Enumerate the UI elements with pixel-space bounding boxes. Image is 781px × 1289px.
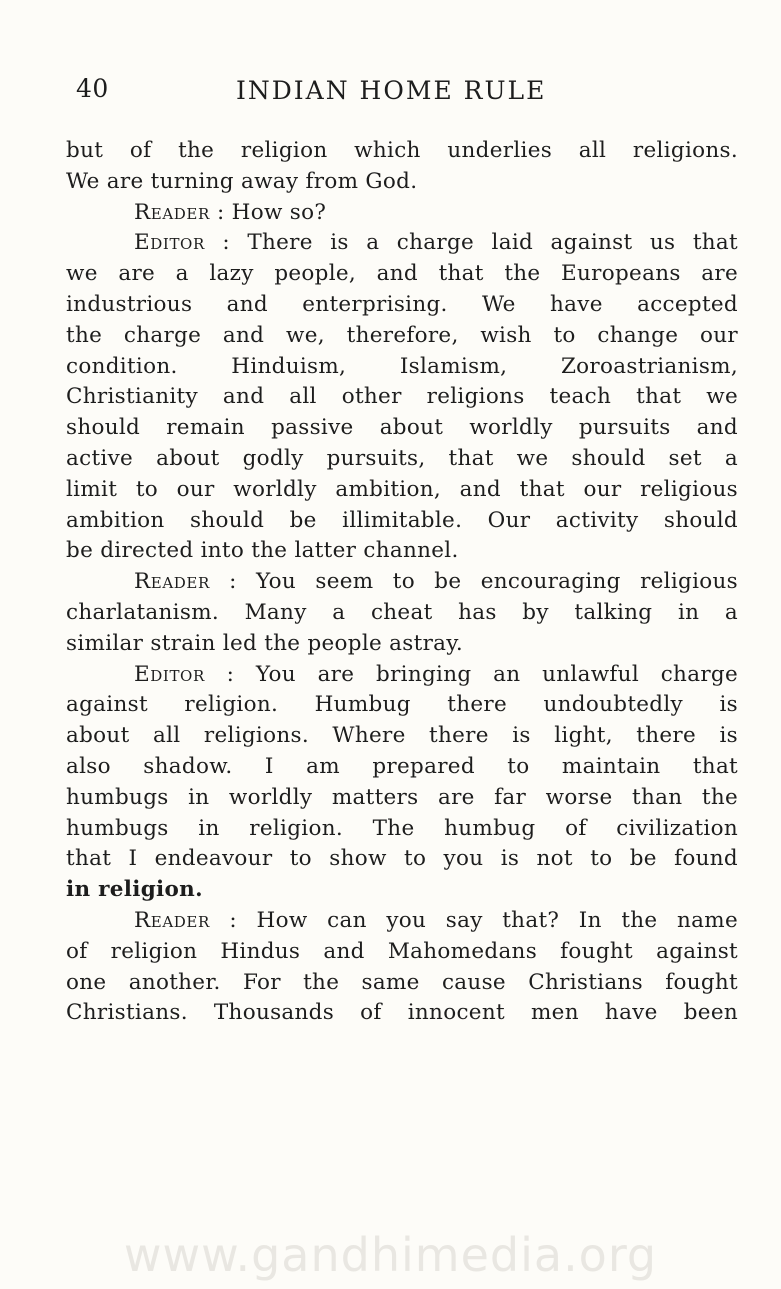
line-text: one another. For the same cause Christians fought xyxy=(66,969,738,995)
text-line xyxy=(66,629,738,660)
line-text: : How so? xyxy=(209,199,327,225)
speaker-label: Editor xyxy=(134,230,205,256)
text-line xyxy=(66,136,738,167)
text-line xyxy=(66,567,738,598)
text-line xyxy=(66,536,738,567)
text-line xyxy=(66,968,738,999)
text-line xyxy=(66,660,738,691)
speaker-label: Reader xyxy=(134,569,210,595)
line-text: charlatanism. Many a cheat has by talking in a xyxy=(66,599,738,625)
text-line xyxy=(66,752,738,783)
line-text: the charge and we, therefore, wish to change our xyxy=(66,322,738,348)
text-line xyxy=(66,844,738,875)
text-line xyxy=(66,875,738,906)
line-text: active about godly pursuits, that we should set a xyxy=(66,445,738,471)
line-text: similar strain led the people astray. xyxy=(66,630,463,656)
text-line xyxy=(66,290,738,321)
text-line xyxy=(66,814,738,845)
line-text: of religion Hindus and Mahomedans fought against xyxy=(66,938,738,964)
line-text: that I endeavour to show to you is not to be found xyxy=(66,846,738,872)
speaker-label: Reader xyxy=(134,199,210,225)
line-text: condition. Hinduism, Islamism, Zoroastrianism, xyxy=(66,353,738,379)
line-text: be directed into the latter channel. xyxy=(66,538,459,564)
line-text: : You seem to be encouraging religious xyxy=(209,569,738,595)
line-text: Christianity and all other religions teach that we xyxy=(66,384,738,410)
line-text: : There is a charge laid against us that xyxy=(204,230,738,256)
text-line xyxy=(66,783,738,814)
text-line xyxy=(66,228,738,259)
text-line xyxy=(66,598,738,629)
text-line xyxy=(66,998,738,1029)
page-header xyxy=(76,74,736,114)
text-line xyxy=(66,937,738,968)
running-head: INDIAN HOME RULE xyxy=(236,76,547,105)
line-text: ambition should be illimitable. Our activity should xyxy=(66,507,738,533)
line-text: should remain passive about worldly pursuits and xyxy=(66,415,738,441)
line-text: : How can you say that? In the name xyxy=(209,907,738,933)
text-line xyxy=(66,721,738,752)
speaker-label: Reader xyxy=(134,907,210,933)
line-text: against religion. Humbug there undoubtedly is xyxy=(66,692,738,718)
text-line xyxy=(66,506,738,537)
line-text: but of the religion which underlies all religions. xyxy=(66,138,738,163)
line-text: we are a lazy people, and that the Europeans are xyxy=(66,261,738,287)
line-text: We are turning away from God. xyxy=(66,168,418,194)
text-line xyxy=(66,413,738,444)
speaker-label: Editor xyxy=(134,661,205,687)
text-line xyxy=(66,444,738,475)
text-line xyxy=(66,167,738,198)
line-text: limit to our worldly ambition, and that our religious xyxy=(66,476,738,502)
watermark: www.gandhimedia.org xyxy=(123,1228,658,1282)
text-line xyxy=(66,906,738,937)
line-text: humbugs in religion. The humbug of civilization xyxy=(66,815,738,841)
line-text: also shadow. I am prepared to maintain that xyxy=(66,753,738,779)
text-line xyxy=(66,475,738,506)
body-text xyxy=(66,136,738,1029)
line-text: in religion. xyxy=(66,877,203,903)
text-line xyxy=(66,259,738,290)
text-line xyxy=(66,690,738,721)
page-number: 40 xyxy=(76,74,109,103)
line-text: : You are bringing an unlawful charge xyxy=(204,661,738,687)
line-text: humbugs in worldly matters are far worse than the xyxy=(66,784,738,810)
text-line xyxy=(66,382,738,413)
text-line xyxy=(66,321,738,352)
line-text: industrious and enterprising. We have accepted xyxy=(66,291,738,317)
line-text: Christians. Thousands of innocent men have been xyxy=(66,1000,738,1026)
text-line xyxy=(66,198,738,229)
text-line xyxy=(66,352,738,383)
line-text: about all religions. Where there is light, there is xyxy=(66,723,738,749)
